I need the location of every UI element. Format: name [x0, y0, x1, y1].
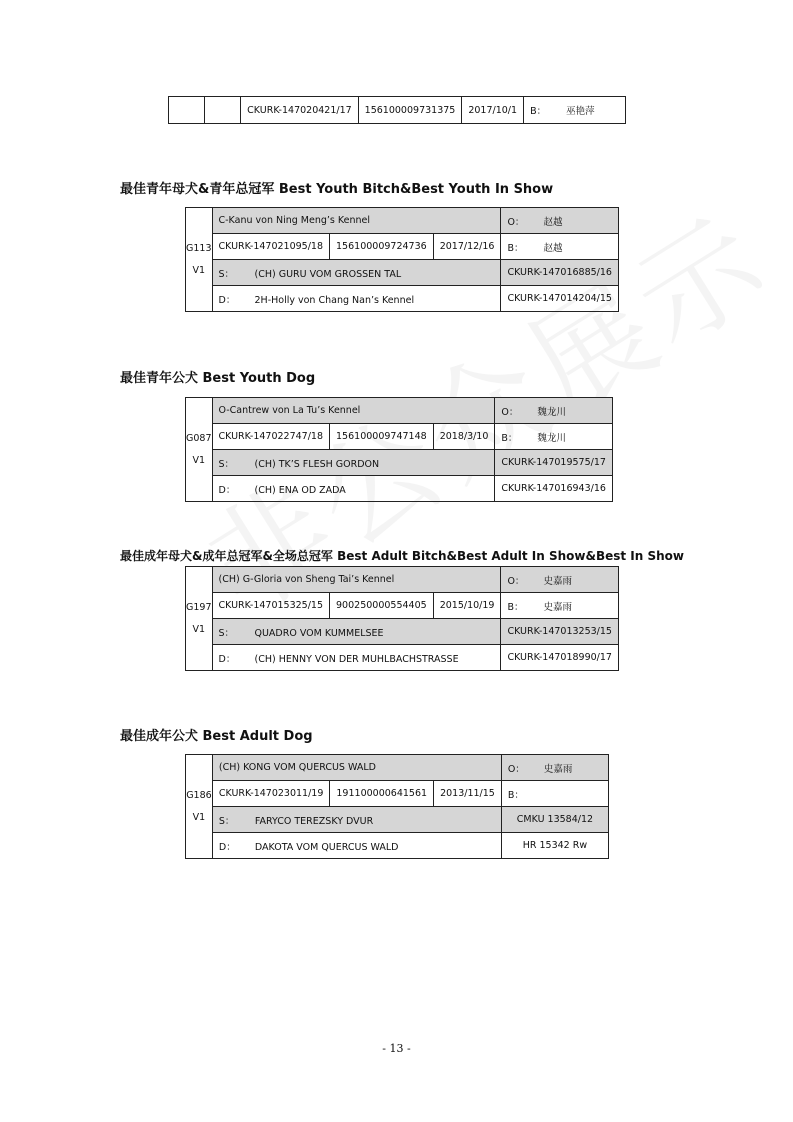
catalog-number: G113 — [186, 242, 212, 254]
breeder-cell — [495, 424, 613, 450]
breeder-value: 赵越 — [543, 242, 563, 254]
sire-registration: CMKU 13584/12 — [501, 807, 608, 833]
section-heading: 最佳青年公犬 Best Youth Dog — [120, 371, 316, 386]
owner-value: 赵越 — [543, 216, 563, 228]
dog-name: (CH) KONG VOM QUERCUS WALD — [212, 755, 501, 781]
dam-cell — [212, 833, 501, 859]
owner-label: O： — [507, 763, 525, 775]
sire-registration: CKURK-147016885/16 — [501, 260, 619, 286]
catalog-number: G186 — [186, 789, 212, 801]
sire-name: QUADRO VOM KUMMELSEE — [254, 627, 384, 639]
chip-number: 191100000641561 — [330, 781, 434, 807]
table-cell: 156100009731375 — [358, 97, 462, 124]
sire-cell — [212, 619, 501, 645]
owner-label: O： — [501, 406, 519, 418]
owner-value: 史嘉雨 — [543, 575, 572, 587]
dam-name: DAKOTA VOM QUERCUS WALD — [254, 841, 399, 853]
owner-value: 史嘉雨 — [543, 763, 573, 775]
sire-label: S： — [218, 458, 235, 470]
breeder-cell — [501, 234, 619, 260]
table-row — [169, 97, 626, 124]
entry-id-cell — [186, 208, 213, 312]
sire-cell — [212, 260, 501, 286]
dam-registration: CKURK-147018990/17 — [501, 645, 619, 671]
dam-name: 2H-Holly von Chang Nan’s Kennel — [254, 294, 415, 306]
sire-label: S： — [218, 268, 235, 280]
breeder-value: 巫艳萍 — [566, 106, 595, 117]
breeder-label: B： — [530, 106, 547, 117]
registration-number: CKURK-147021095/18 — [212, 234, 330, 260]
dam-cell — [212, 476, 495, 502]
sire-cell — [212, 807, 501, 833]
dam-cell — [212, 645, 501, 671]
owner-cell — [501, 755, 608, 781]
section-heading: 最佳成年公犬 Best Adult Dog — [120, 729, 313, 744]
registration-number: CKURK-147022747/18 — [212, 424, 330, 450]
dog-name: O-Cantrew von La Tu’s Kennel — [212, 398, 495, 424]
birth-date: 2017/12/16 — [433, 234, 501, 260]
registration-number: CKURK-147023011/19 — [212, 781, 330, 807]
dog-name: (CH) G-Gloria von Sheng Tai’s Kennel — [212, 567, 501, 593]
breeder-label: B： — [501, 432, 518, 444]
breeder-label: B： — [507, 242, 524, 254]
owner-label: O： — [507, 216, 525, 228]
grade: V1 — [192, 623, 206, 635]
dam-registration: CKURK-147014204/15 — [501, 286, 619, 312]
chip-number: 900250000554405 — [330, 593, 434, 619]
dam-label: D： — [218, 294, 236, 306]
grade: V1 — [192, 454, 206, 466]
owner-label: O： — [507, 575, 525, 587]
table-cell — [169, 97, 205, 124]
dam-cell — [212, 286, 501, 312]
page-number: - 13 - — [382, 1042, 411, 1055]
birth-date: 2013/11/15 — [434, 781, 502, 807]
dog-entry-table — [185, 397, 613, 502]
section-heading: 最佳青年母犬&青年总冠军 Best Youth Bitch&Best Youth In Show — [120, 182, 554, 197]
entry-id-cell — [186, 755, 213, 859]
grade: V1 — [192, 264, 206, 276]
dam-label: D： — [218, 484, 236, 496]
dog-entry-table — [185, 754, 609, 859]
sire-label: S： — [218, 815, 235, 827]
registration-number: CKURK-147015325/15 — [212, 593, 330, 619]
dam-name: (CH) HENNY VON DER MUHLBACHSTRASSE — [254, 653, 459, 665]
sire-name: (CH) TK’S FLESH GORDON — [254, 458, 380, 470]
breeder-label: B： — [507, 601, 524, 613]
sire-registration: CKURK-147013253/15 — [501, 619, 619, 645]
dam-label: D： — [218, 841, 236, 853]
sire-label: S： — [218, 627, 235, 639]
sire-name: (CH) GURU VOM GROSSEN TAL — [254, 268, 402, 280]
dam-name: (CH) ENA OD ZADA — [254, 484, 346, 496]
entry-id-cell — [186, 398, 213, 502]
table-cell — [205, 97, 241, 124]
chip-number: 156100009747148 — [330, 424, 434, 450]
grade: V1 — [192, 811, 206, 823]
sire-name: FARYCO TEREZSKY DVUR — [254, 815, 374, 827]
owner-value: 魏龙川 — [537, 406, 566, 418]
dam-label: D： — [218, 653, 236, 665]
breeder-cell — [501, 781, 608, 807]
dam-registration: HR 15342 Rw — [501, 833, 608, 859]
breeder-value: 史嘉雨 — [543, 601, 572, 613]
catalog-number: G087 — [186, 432, 212, 444]
birth-date: 2018/3/10 — [433, 424, 495, 450]
sire-registration: CKURK-147019575/17 — [495, 450, 613, 476]
chip-number: 156100009724736 — [330, 234, 434, 260]
table-cell: CKURK-147020421/17 — [241, 97, 359, 124]
dog-name: C-Kanu von Ning Meng’s Kennel — [212, 208, 501, 234]
continuation-row-table — [168, 96, 626, 124]
entry-id-cell — [186, 567, 213, 671]
dog-entry-table — [185, 207, 619, 312]
breeder-value: 魏龙川 — [537, 432, 566, 444]
sire-cell — [212, 450, 495, 476]
table-cell: 2017/10/1 — [462, 97, 524, 124]
owner-cell — [495, 398, 613, 424]
owner-cell — [501, 567, 619, 593]
dog-entry-table — [185, 566, 619, 671]
birth-date: 2015/10/19 — [433, 593, 501, 619]
owner-cell — [501, 208, 619, 234]
breeder-cell — [524, 97, 626, 124]
breeder-label: B： — [507, 789, 524, 801]
catalog-number: G197 — [186, 601, 212, 613]
breeder-cell — [501, 593, 619, 619]
dam-registration: CKURK-147016943/16 — [495, 476, 613, 502]
section-heading: 最佳成年母犬&成年总冠军&全场总冠军 Best Adult Bitch&Best Adult In Show&Best In Show — [120, 549, 685, 563]
